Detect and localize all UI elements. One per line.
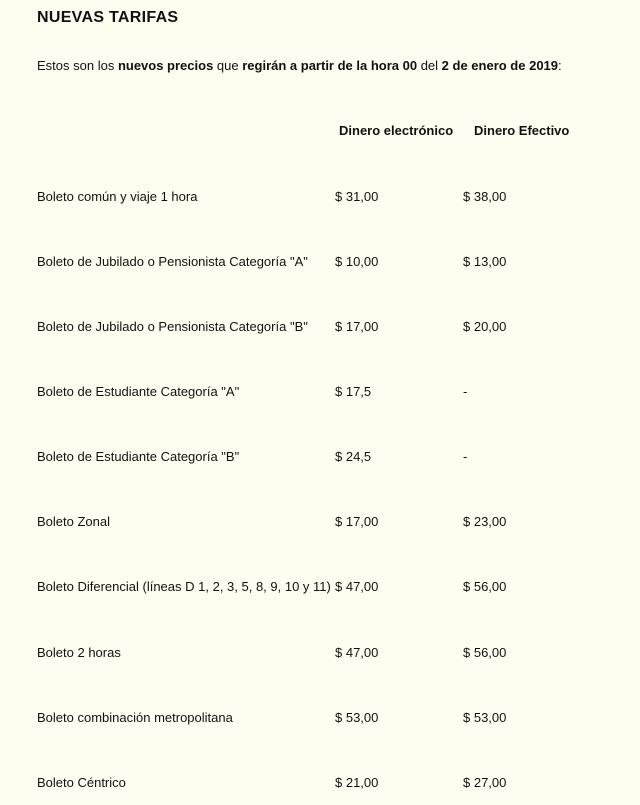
price-electronic: $ 47,00 <box>335 579 379 594</box>
price-electronic: $ 47,00 <box>335 645 379 660</box>
intro-bold-3: 2 de enero de 2019 <box>441 58 559 73</box>
table-row <box>0 645 640 665</box>
price-electronic: $ 10,00 <box>335 254 379 269</box>
price-cash: $ 13,00 <box>463 254 507 269</box>
intro-text-2: que <box>213 58 243 73</box>
column-header-electronic: Dinero electrónico <box>339 123 454 138</box>
table-row <box>0 254 640 274</box>
fare-name: Boleto 2 horas <box>37 645 121 660</box>
table-row <box>0 384 640 404</box>
fare-name: Boleto de Estudiante Categoría "B" <box>37 449 240 464</box>
price-cash: $ 53,00 <box>463 710 507 725</box>
table-row <box>0 710 640 730</box>
price-cash: - <box>463 449 468 464</box>
price-electronic: $ 21,00 <box>335 775 379 790</box>
table-row <box>0 449 640 469</box>
price-cash: $ 20,00 <box>463 319 507 334</box>
price-cash: - <box>463 384 468 399</box>
intro-text-1: Estos son los <box>37 58 118 73</box>
table-row <box>0 189 640 209</box>
price-electronic: $ 17,5 <box>335 384 372 399</box>
intro-bold-2: regirán a partir de la hora 00 <box>242 58 418 73</box>
price-cash: $ 23,00 <box>463 514 507 529</box>
price-cash: $ 56,00 <box>463 579 507 594</box>
price-cash: $ 27,00 <box>463 775 507 790</box>
price-electronic: $ 53,00 <box>335 710 379 725</box>
intro-text-3: del <box>417 58 442 73</box>
price-cash: $ 38,00 <box>463 189 507 204</box>
fare-name: Boleto Zonal <box>37 514 110 529</box>
price-cash: $ 56,00 <box>463 645 507 660</box>
price-electronic: $ 17,00 <box>335 319 379 334</box>
column-header-cash: Dinero Efectivo <box>474 123 570 138</box>
page-title: NUEVAS TARIFAS <box>37 9 179 26</box>
intro-bold-1: nuevos precios <box>117 58 214 73</box>
intro-paragraph <box>37 58 562 73</box>
table-row <box>0 579 640 599</box>
fare-name: Boleto común y viaje 1 hora <box>37 189 198 204</box>
price-electronic: $ 17,00 <box>335 514 379 529</box>
fare-name: Boleto de Jubilado o Pensionista Categoría "A" <box>37 254 308 269</box>
intro-text-4: : <box>558 58 562 73</box>
fare-name: Boleto Céntrico <box>37 775 126 790</box>
fare-name: Boleto de Estudiante Categoría "A" <box>37 384 240 399</box>
price-electronic: $ 24,5 <box>335 449 372 464</box>
table-row <box>0 775 640 795</box>
fare-name: Boleto combinación metropolitana <box>37 710 233 725</box>
table-row <box>0 514 640 534</box>
price-electronic: $ 31,00 <box>335 189 379 204</box>
fare-name: Boleto de Jubilado o Pensionista Categoría "B" <box>37 319 308 334</box>
fare-name: Boleto Diferencial (líneas D 1, 2, 3, 5, 8, 9, 10 y 11) <box>37 579 331 594</box>
table-row <box>0 319 640 339</box>
